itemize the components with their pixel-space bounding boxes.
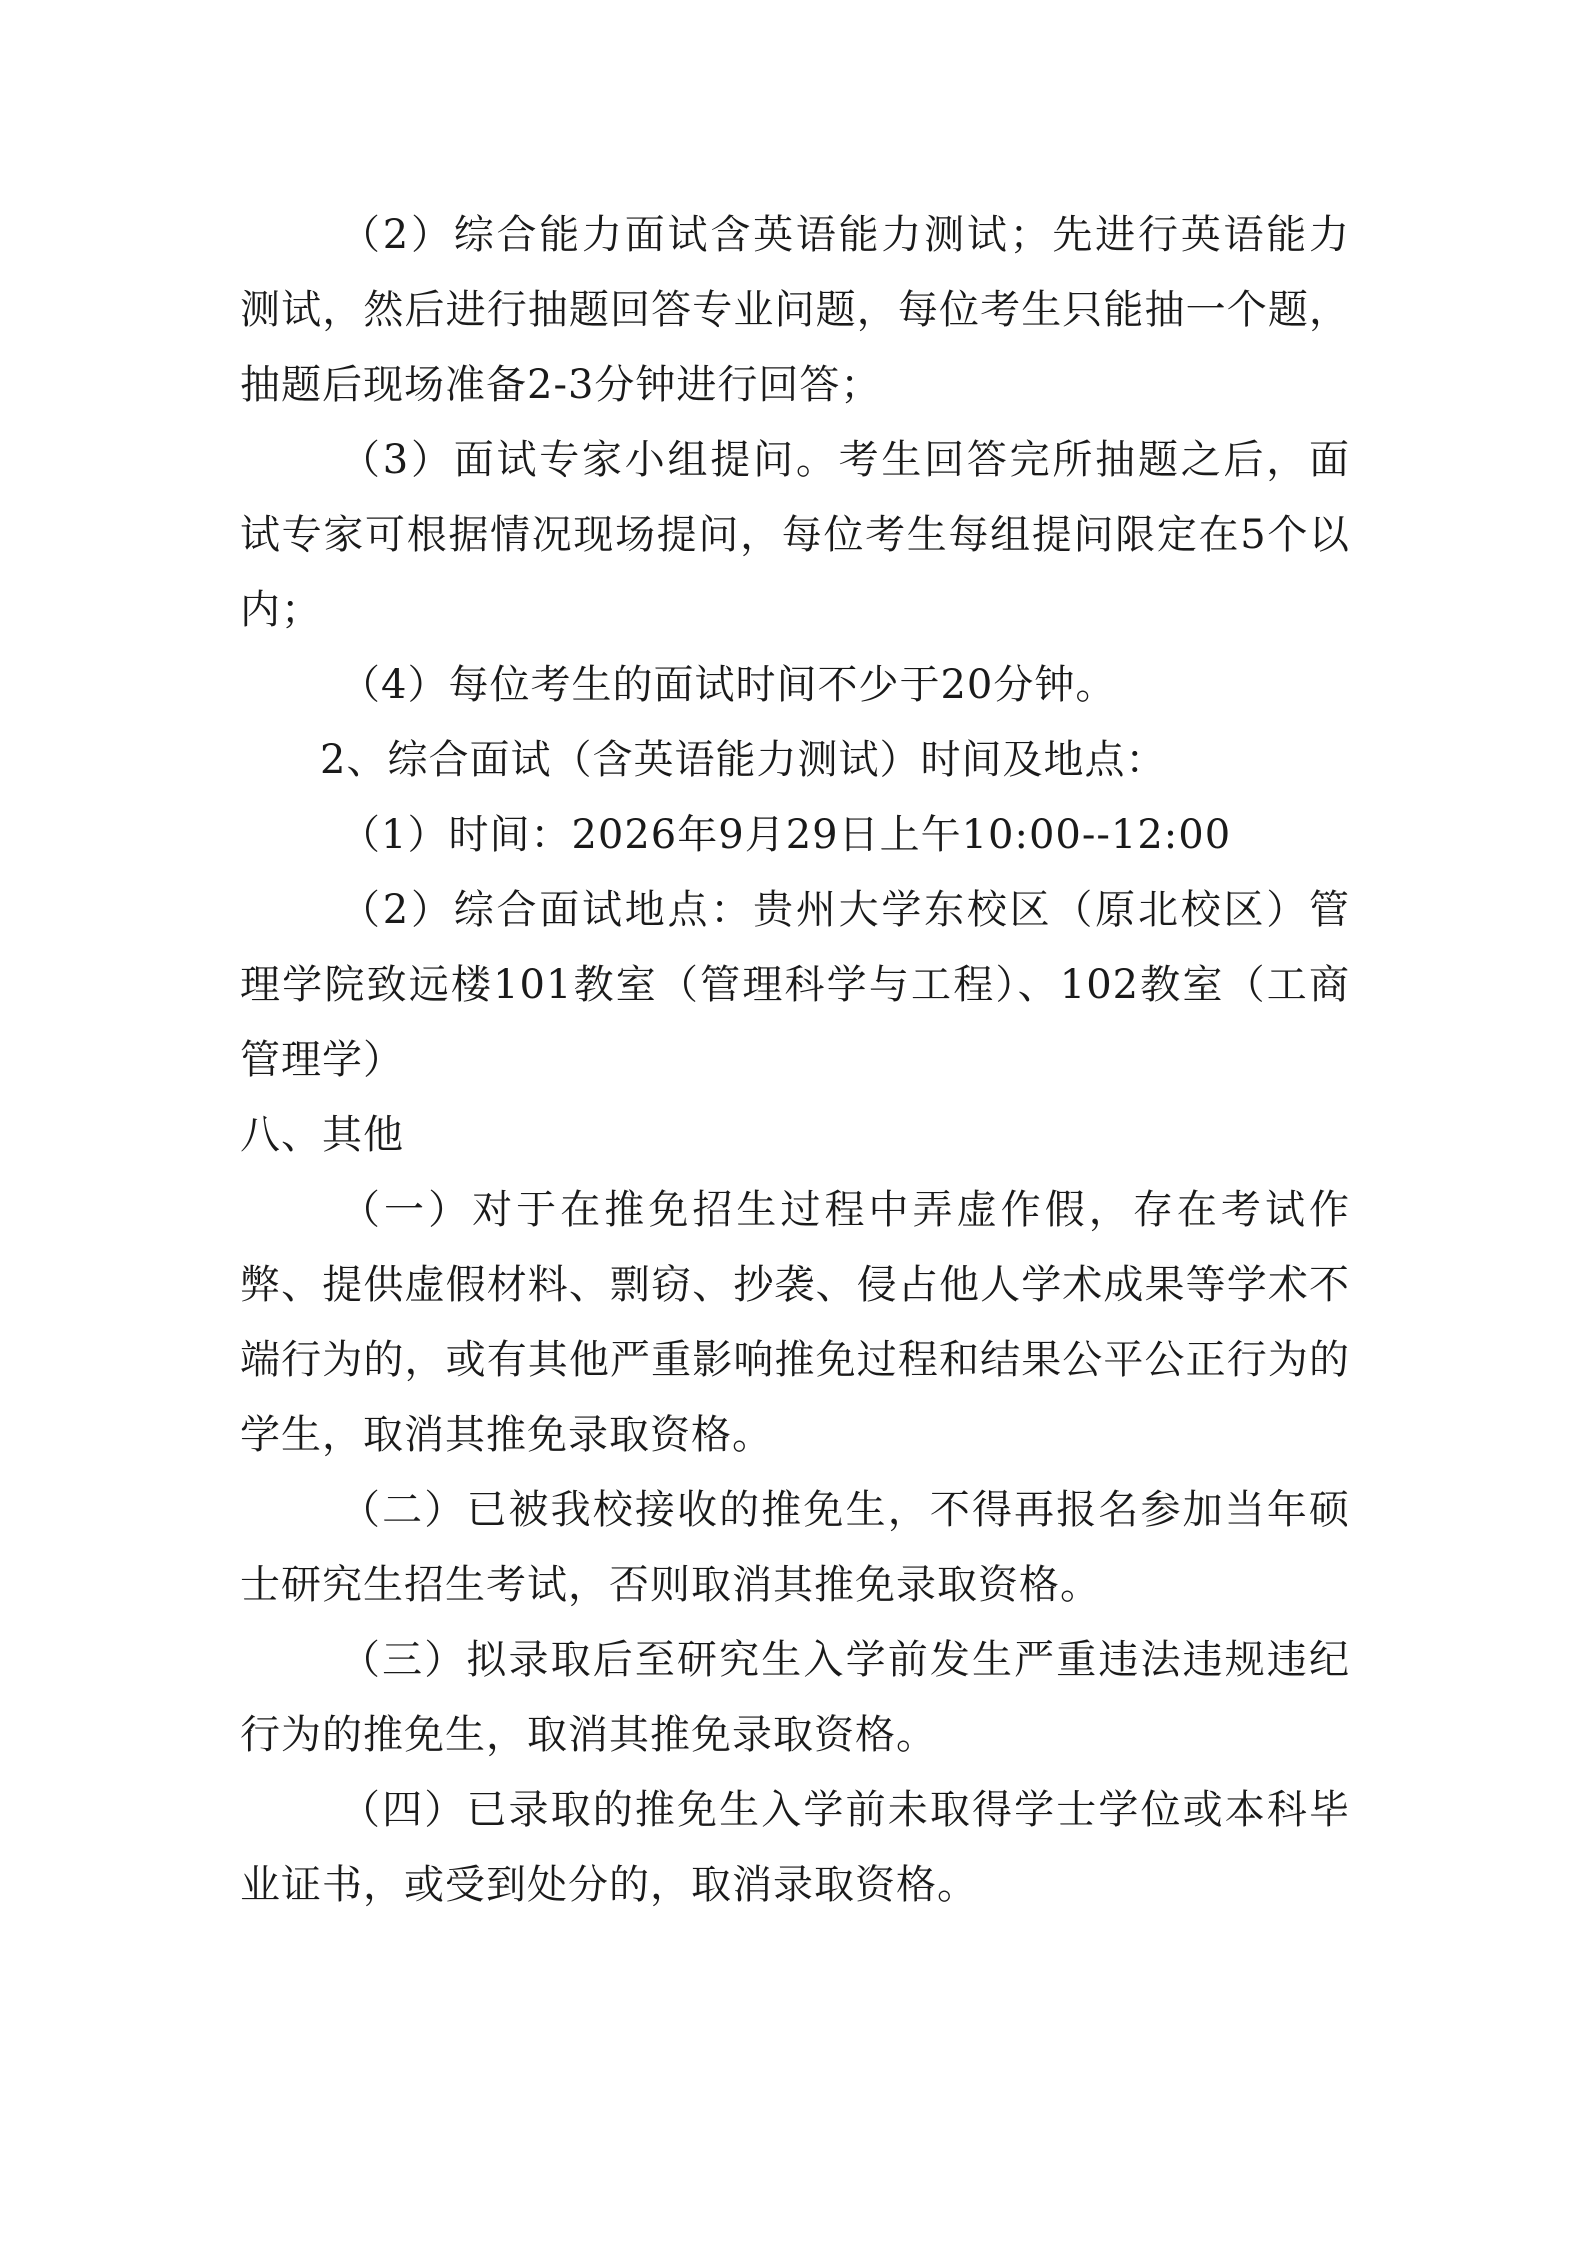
interview-time: （1）时间：2026年9月29日上午10:00--12:00 [340, 812, 1232, 858]
section-heading-other: 八、其他 [240, 1112, 404, 1158]
other-item-1: （一）对于在推免招生过程中弄虚作假，存在考试作弊、提供虚假材料、剽窃、抄袭、侵占他人学术成果等学术不端行为的，或有其他严重影响推免过程和结果公平公正行为的学生，取消其推免录取资格。 [240, 1187, 1350, 1458]
interview-time-location-heading: 2、综合面试（含英语能力测试）时间及地点： [320, 737, 1167, 783]
interview-procedure-item-4: （4）每位考生的面试时间不少于20分钟。 [340, 662, 1117, 708]
document-body [240, 198, 1350, 1923]
other-item-2: （二）已被我校接收的推免生，不得再报名参加当年硕士研究生招生考试，否则取消其推免录取资格。 [240, 1487, 1350, 1608]
interview-location: （2）综合面试地点：贵州大学东校区（原北校区）管理学院致远楼101教室（管理科学与工程）、102教室（工商管理学） [240, 887, 1350, 1083]
interview-procedure-item-2: （2）综合能力面试含英语能力测试；先进行英语能力测试，然后进行抽题回答专业问题，每位考生只能抽一个题，抽题后现场准备2-3分钟进行回答； [240, 212, 1350, 408]
other-item-4: （四）已录取的推免生入学前未取得学士学位或本科毕业证书，或受到处分的，取消录取资格。 [240, 1787, 1350, 1908]
interview-procedure-item-3: （3）面试专家小组提问。考生回答完所抽题之后，面试专家可根据情况现场提问，每位考生每组提问限定在5个以内； [240, 437, 1350, 633]
other-item-3: （三）拟录取后至研究生入学前发生严重违法违规违纪行为的推免生，取消其推免录取资格。 [240, 1637, 1350, 1758]
